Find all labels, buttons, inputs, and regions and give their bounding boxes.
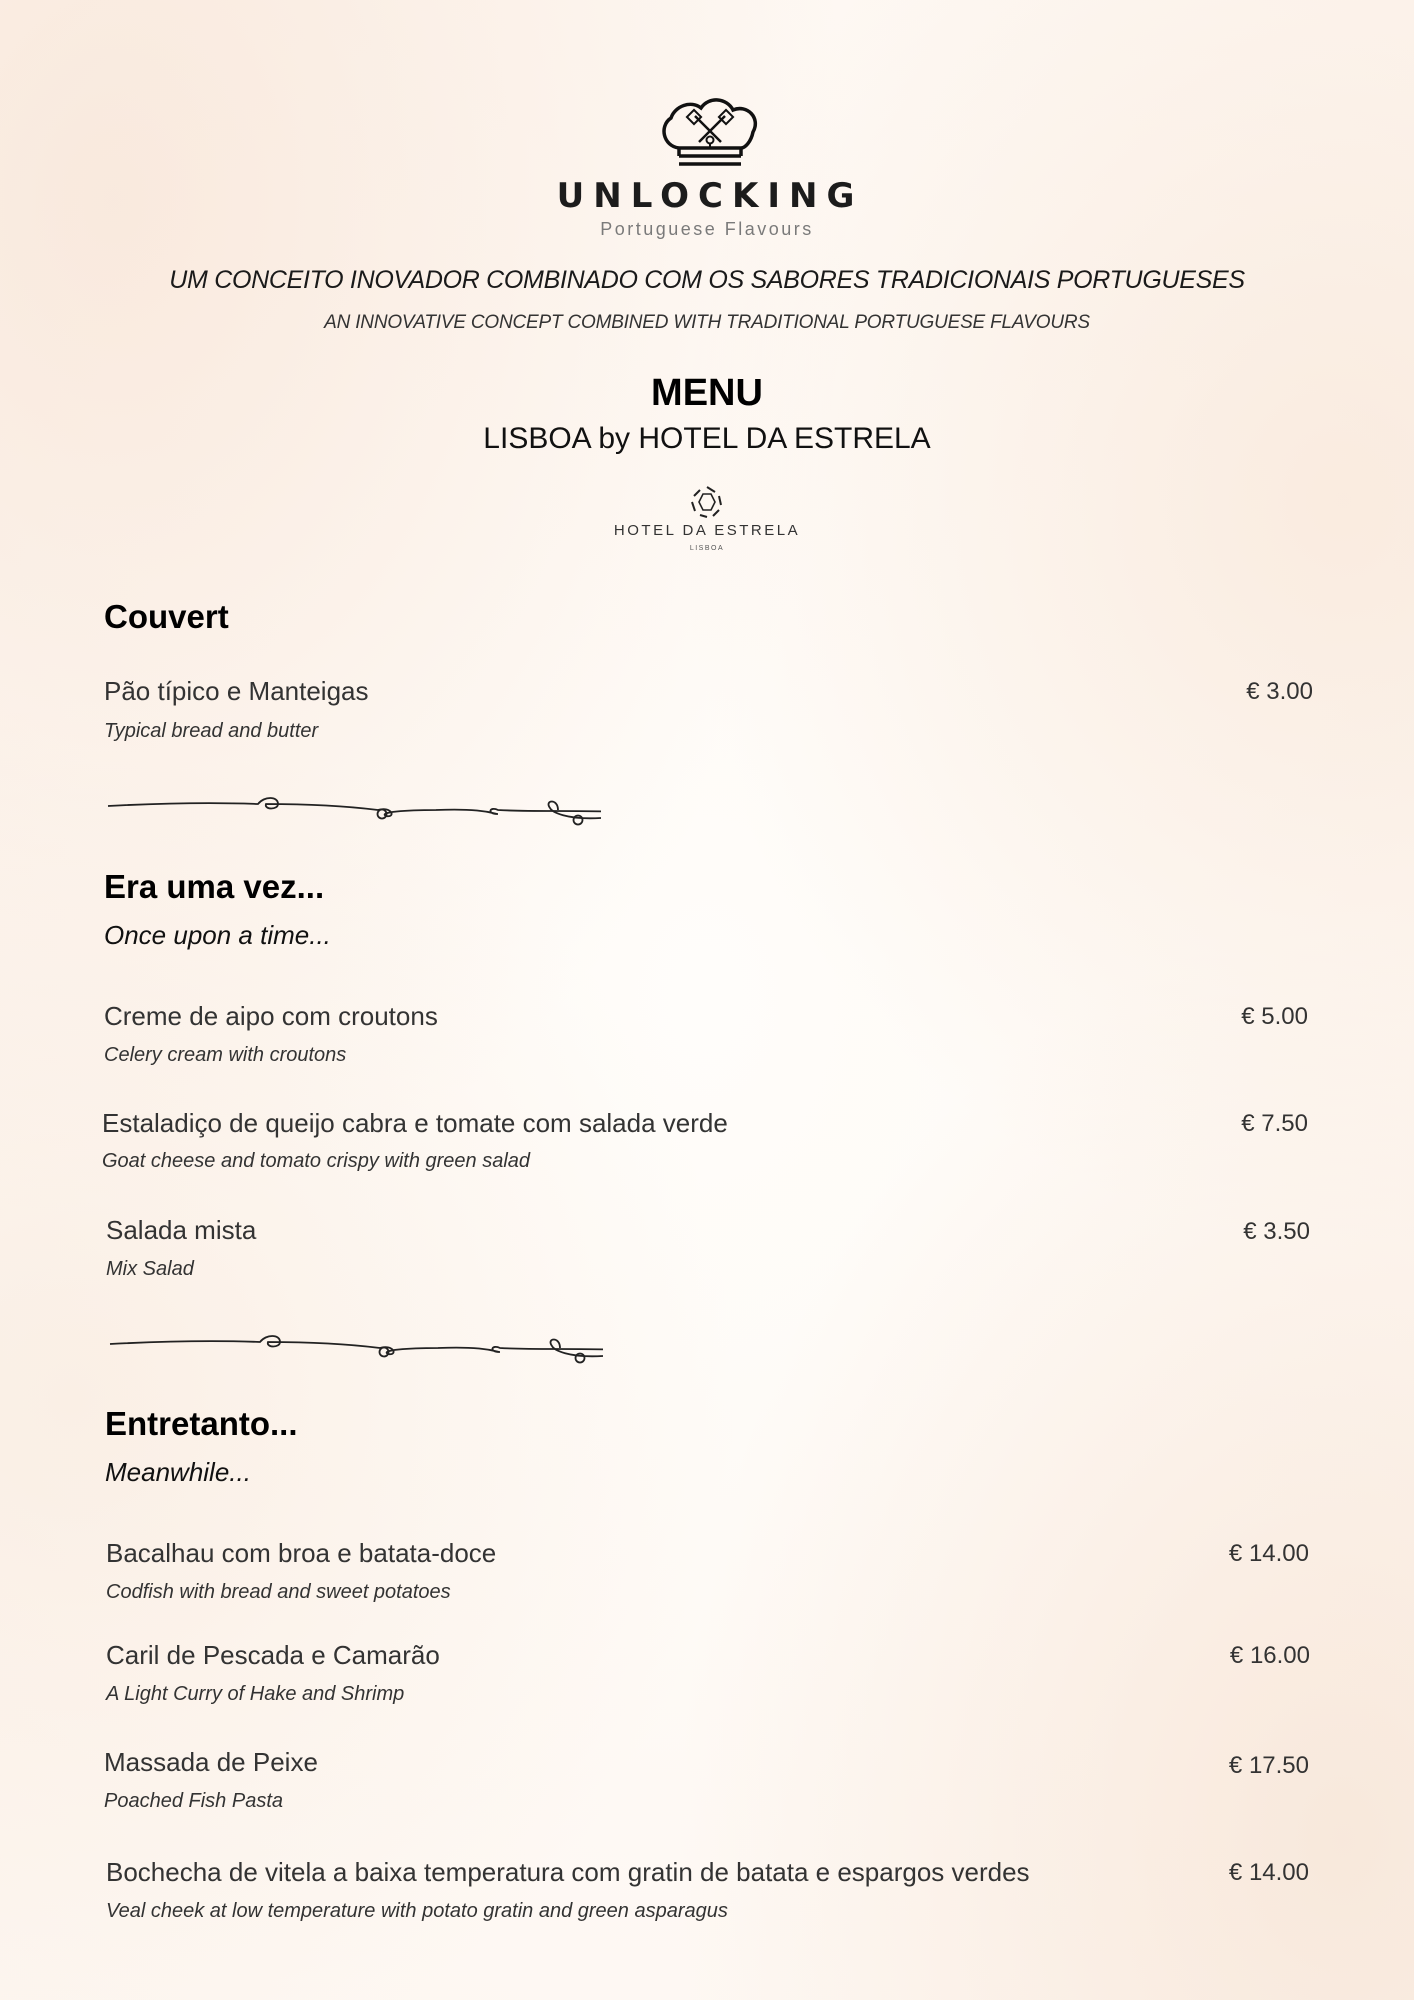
section-subtitle-meanwhile: Meanwhile...: [105, 1457, 251, 1487]
menu-item-description: A Light Curry of Hake and Shrimp: [106, 1683, 405, 1705]
menu-item-price: € 14.00: [1228, 1540, 1309, 1567]
chef-hat-keys-icon: [657, 96, 763, 172]
section-title-couvert: Couvert: [104, 598, 229, 635]
section-title-entretanto: Entretanto...: [105, 1405, 298, 1442]
brand-subtitle: Portuguese Flavours: [600, 219, 814, 239]
section-title-era-uma-vez: Era uma vez...: [104, 868, 325, 905]
menu-item-price: € 3.50: [1243, 1218, 1310, 1245]
menu-item-description: Celery cream with croutons: [104, 1044, 347, 1066]
menu-subtitle: LISBOA by HOTEL DA ESTRELA: [483, 422, 931, 455]
hotel-name: HOTEL DA ESTRELA: [613, 522, 801, 539]
section-subtitle-once-upon: Once upon a time...: [104, 920, 331, 950]
star-outline-icon: [689, 485, 725, 519]
menu-item-description: Poached Fish Pasta: [104, 1790, 283, 1812]
squiggle-divider-icon: [106, 792, 601, 828]
menu-item-price: € 7.50: [1241, 1110, 1308, 1137]
menu-item-name: Bochecha de vitela a baixa temperatura com gratin de batata e espargos verdes: [106, 1857, 1030, 1887]
menu-item-price: € 14.00: [1228, 1859, 1309, 1886]
menu-title: MENU: [651, 372, 763, 414]
squiggle-divider-icon: [108, 1330, 603, 1366]
tagline-portuguese: UM CONCEITO INOVADOR COMBINADO COM OS SABORES TRADICIONAIS PORTUGUESES: [169, 266, 1245, 294]
menu-item-name: Massada de Peixe: [104, 1747, 318, 1777]
menu-item-description: Veal cheek at low temperature with potato gratin and green asparagus: [106, 1900, 728, 1922]
hotel-city: LISBOA: [689, 545, 725, 552]
menu-item-name: Estaladiço de queijo cabra e tomate com salada verde: [102, 1108, 728, 1138]
menu-item-price: € 16.00: [1229, 1642, 1310, 1669]
menu-item-description: Typical bread and butter: [104, 720, 319, 742]
menu-item-name: Salada mista: [106, 1215, 257, 1245]
menu-item-name: Bacalhau com broa e batata-doce: [106, 1538, 497, 1568]
tagline-english: AN INNOVATIVE CONCEPT COMBINED WITH TRADITIONAL PORTUGUESE FLAVOURS: [324, 312, 1090, 333]
menu-item-price: € 17.50: [1228, 1752, 1309, 1779]
menu-item-name: Caril de Pescada e Camarão: [106, 1640, 440, 1670]
menu-item-description: Codfish with bread and sweet potatoes: [106, 1581, 451, 1603]
menu-item-description: Goat cheese and tomato crispy with green salad: [102, 1150, 531, 1172]
menu-item-name: Pão típico e Manteigas: [104, 676, 369, 706]
menu-item-description: Mix Salad: [106, 1258, 194, 1280]
menu-item-name: Creme de aipo com croutons: [104, 1001, 438, 1031]
menu-item-price: € 3.00: [1246, 678, 1313, 705]
menu-item-price: € 5.00: [1241, 1003, 1308, 1030]
brand-name: UNLOCKING: [556, 176, 864, 216]
